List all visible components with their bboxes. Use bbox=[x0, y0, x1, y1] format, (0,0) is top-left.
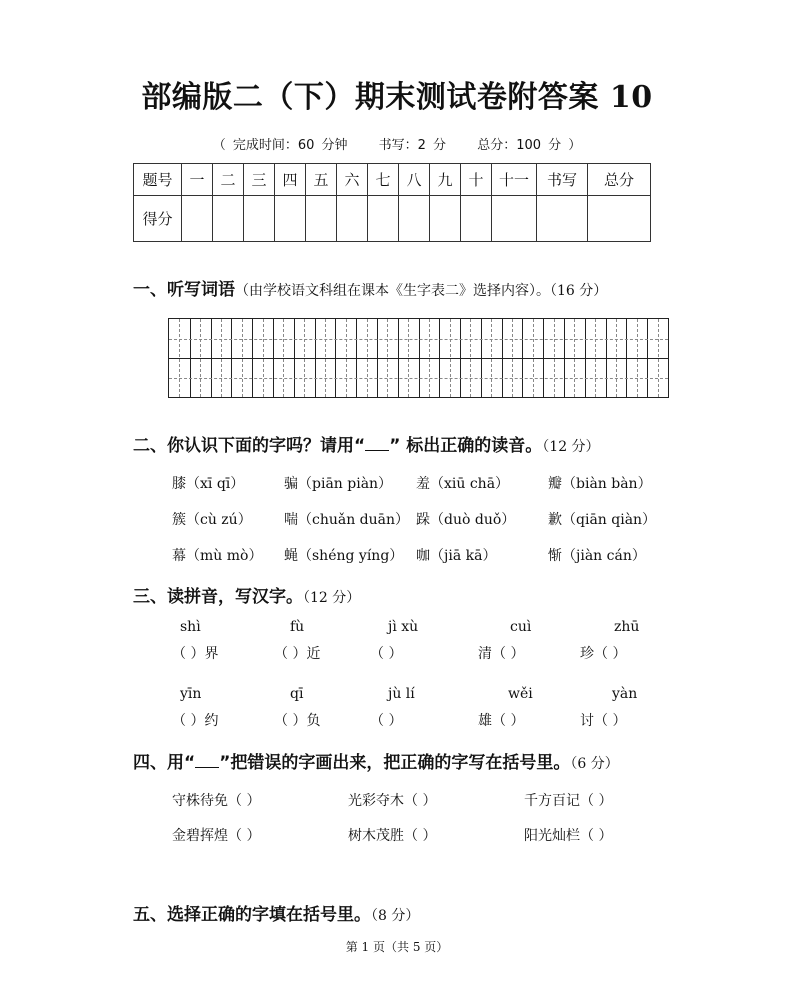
idiom-item[interactable]: 金碧挥煌（ ） bbox=[172, 828, 261, 844]
score-table-cell: 总分 bbox=[588, 164, 651, 196]
dictation-grid[interactable] bbox=[168, 318, 669, 398]
grid-line bbox=[169, 358, 668, 359]
pinyin-prompt: wěi bbox=[508, 686, 533, 702]
score-table-cell: 九 bbox=[430, 164, 461, 196]
section-2-title-a: 二、你认识下面的字吗？请用“ bbox=[133, 436, 366, 456]
pinyin-prompt: cuì bbox=[510, 619, 532, 635]
idiom-item[interactable]: 守株待免（ ） bbox=[172, 793, 261, 809]
answer-blank[interactable]: （ ）负 bbox=[274, 713, 321, 729]
answer-blank[interactable]: （ ）界 bbox=[172, 646, 219, 662]
score-table-cell: 五 bbox=[306, 164, 337, 196]
score-table-cell: 十 bbox=[461, 164, 492, 196]
score-table-cell: 一 bbox=[182, 164, 213, 196]
score-table-score-row bbox=[134, 196, 651, 242]
score-input-cell[interactable] bbox=[213, 196, 244, 242]
score-input-cell[interactable] bbox=[275, 196, 306, 242]
section-3-title: 三、读拼音，写汉字。 bbox=[133, 587, 303, 607]
reading-item[interactable]: 膝（xī qī） bbox=[172, 476, 245, 492]
score-input-cell[interactable] bbox=[337, 196, 368, 242]
score-table-cell: 四 bbox=[275, 164, 306, 196]
section-4-title-a: 四、用“ bbox=[133, 753, 196, 773]
answer-blank[interactable]: （ ）近 bbox=[274, 646, 321, 662]
score-table-cell: 六 bbox=[337, 164, 368, 196]
score-table-cell: 八 bbox=[399, 164, 430, 196]
score-table-cell: 得分 bbox=[134, 196, 182, 242]
section-2-note: （12 分） bbox=[542, 439, 600, 455]
score-table-cell: 书写 bbox=[537, 164, 588, 196]
score-input-cell[interactable] bbox=[368, 196, 399, 242]
section-4-note: （6 分） bbox=[570, 756, 619, 772]
reading-item[interactable]: 羞（xiū chā） bbox=[416, 476, 510, 492]
answer-blank[interactable]: （ ）约 bbox=[172, 713, 219, 729]
pinyin-prompt: yàn bbox=[612, 686, 638, 702]
reading-item[interactable]: 骗（piān piàn） bbox=[284, 476, 393, 492]
underline-mark bbox=[195, 755, 219, 768]
idiom-item[interactable]: 光彩夺木（ ） bbox=[348, 793, 437, 809]
reading-item[interactable]: 歉（qiān qiàn） bbox=[548, 512, 657, 528]
page-title: 部编版二（下）期末测试卷附答案 10 bbox=[141, 80, 653, 115]
section-2-heading bbox=[133, 431, 600, 456]
page-footer: 第 1 页（共 5 页） bbox=[345, 940, 449, 954]
reading-item[interactable]: 蝇（shéng yíng） bbox=[284, 548, 404, 564]
answer-blank[interactable]: 清（ ） bbox=[478, 646, 525, 662]
section-5-heading bbox=[133, 900, 419, 925]
section-4-title-b: ”把错误的字画出来，把正确的字写在括号里。 bbox=[219, 753, 571, 773]
score-input-cell[interactable] bbox=[244, 196, 275, 242]
score-input-cell[interactable] bbox=[430, 196, 461, 242]
section-3-heading bbox=[133, 582, 360, 607]
section-1-note: （由学校语文科组在课本《生字表二》选择内容）。（16 分） bbox=[235, 283, 608, 299]
pinyin-prompt: fù bbox=[290, 619, 305, 635]
reading-item[interactable]: 咖（jiā kā） bbox=[416, 548, 497, 564]
idiom-item[interactable]: 千方百记（ ） bbox=[524, 793, 613, 809]
section-1-title: 一、听写词语 bbox=[133, 280, 235, 300]
idiom-item[interactable]: 阳光灿栏（ ） bbox=[524, 828, 613, 844]
underline-mark bbox=[365, 438, 389, 451]
grid-guide bbox=[169, 378, 668, 379]
reading-item[interactable]: 喘（chuǎn duān） bbox=[284, 512, 410, 528]
score-table-cell: 三 bbox=[244, 164, 275, 196]
pinyin-prompt: jì xù bbox=[388, 619, 419, 635]
pinyin-prompt: zhū bbox=[614, 619, 640, 635]
score-table-header-row bbox=[134, 164, 651, 196]
score-input-cell[interactable] bbox=[492, 196, 537, 242]
section-4-heading bbox=[133, 748, 619, 773]
score-input-cell[interactable] bbox=[182, 196, 213, 242]
score-input-cell[interactable] bbox=[399, 196, 430, 242]
score-table-cell: 二 bbox=[213, 164, 244, 196]
reading-item[interactable]: 簇（cù zú） bbox=[172, 512, 252, 528]
reading-item[interactable]: 惭（jiàn cán） bbox=[548, 548, 646, 564]
section-1-heading bbox=[133, 275, 607, 300]
reading-item[interactable]: 幕（mù mò） bbox=[172, 548, 263, 564]
score-input-cell[interactable] bbox=[306, 196, 337, 242]
answer-blank[interactable]: 雄（ ） bbox=[478, 713, 525, 729]
score-table bbox=[133, 163, 651, 242]
reading-item[interactable]: 跺（duò duǒ） bbox=[416, 512, 516, 528]
exam-info bbox=[0, 134, 794, 153]
answer-blank[interactable]: 讨（ ） bbox=[580, 713, 627, 729]
answer-blank[interactable]: （ ） bbox=[370, 713, 403, 729]
score-table-cell: 题号 bbox=[134, 164, 182, 196]
score-input-cell[interactable] bbox=[588, 196, 651, 242]
pinyin-prompt: shì bbox=[180, 619, 201, 635]
score-table-cell: 七 bbox=[368, 164, 399, 196]
writing-score: 书写：2 分 bbox=[378, 138, 447, 153]
grid-guide bbox=[169, 339, 668, 340]
section-2-title-b: ” 标出正确的读音。 bbox=[389, 436, 543, 456]
score-table-cell: 十一 bbox=[492, 164, 537, 196]
pinyin-prompt: qī bbox=[290, 686, 304, 702]
answer-blank[interactable]: （ ） bbox=[370, 646, 403, 662]
section-5-note: （8 分） bbox=[371, 908, 420, 924]
pinyin-prompt: jù lí bbox=[388, 686, 415, 702]
pinyin-prompt: yīn bbox=[180, 686, 202, 702]
score-input-cell[interactable] bbox=[537, 196, 588, 242]
reading-item[interactable]: 瓣（biàn bàn） bbox=[548, 476, 652, 492]
section-3-note: （12 分） bbox=[303, 590, 361, 606]
completion-time: （ 完成时间：60 分钟 bbox=[212, 138, 348, 153]
idiom-item[interactable]: 树木茂胜（ ） bbox=[348, 828, 437, 844]
score-input-cell[interactable] bbox=[461, 196, 492, 242]
answer-blank[interactable]: 珍（ ） bbox=[580, 646, 627, 662]
total-score: 总分：100 分 ） bbox=[477, 138, 582, 153]
section-5-title: 五、选择正确的字填在括号里。 bbox=[133, 905, 371, 925]
